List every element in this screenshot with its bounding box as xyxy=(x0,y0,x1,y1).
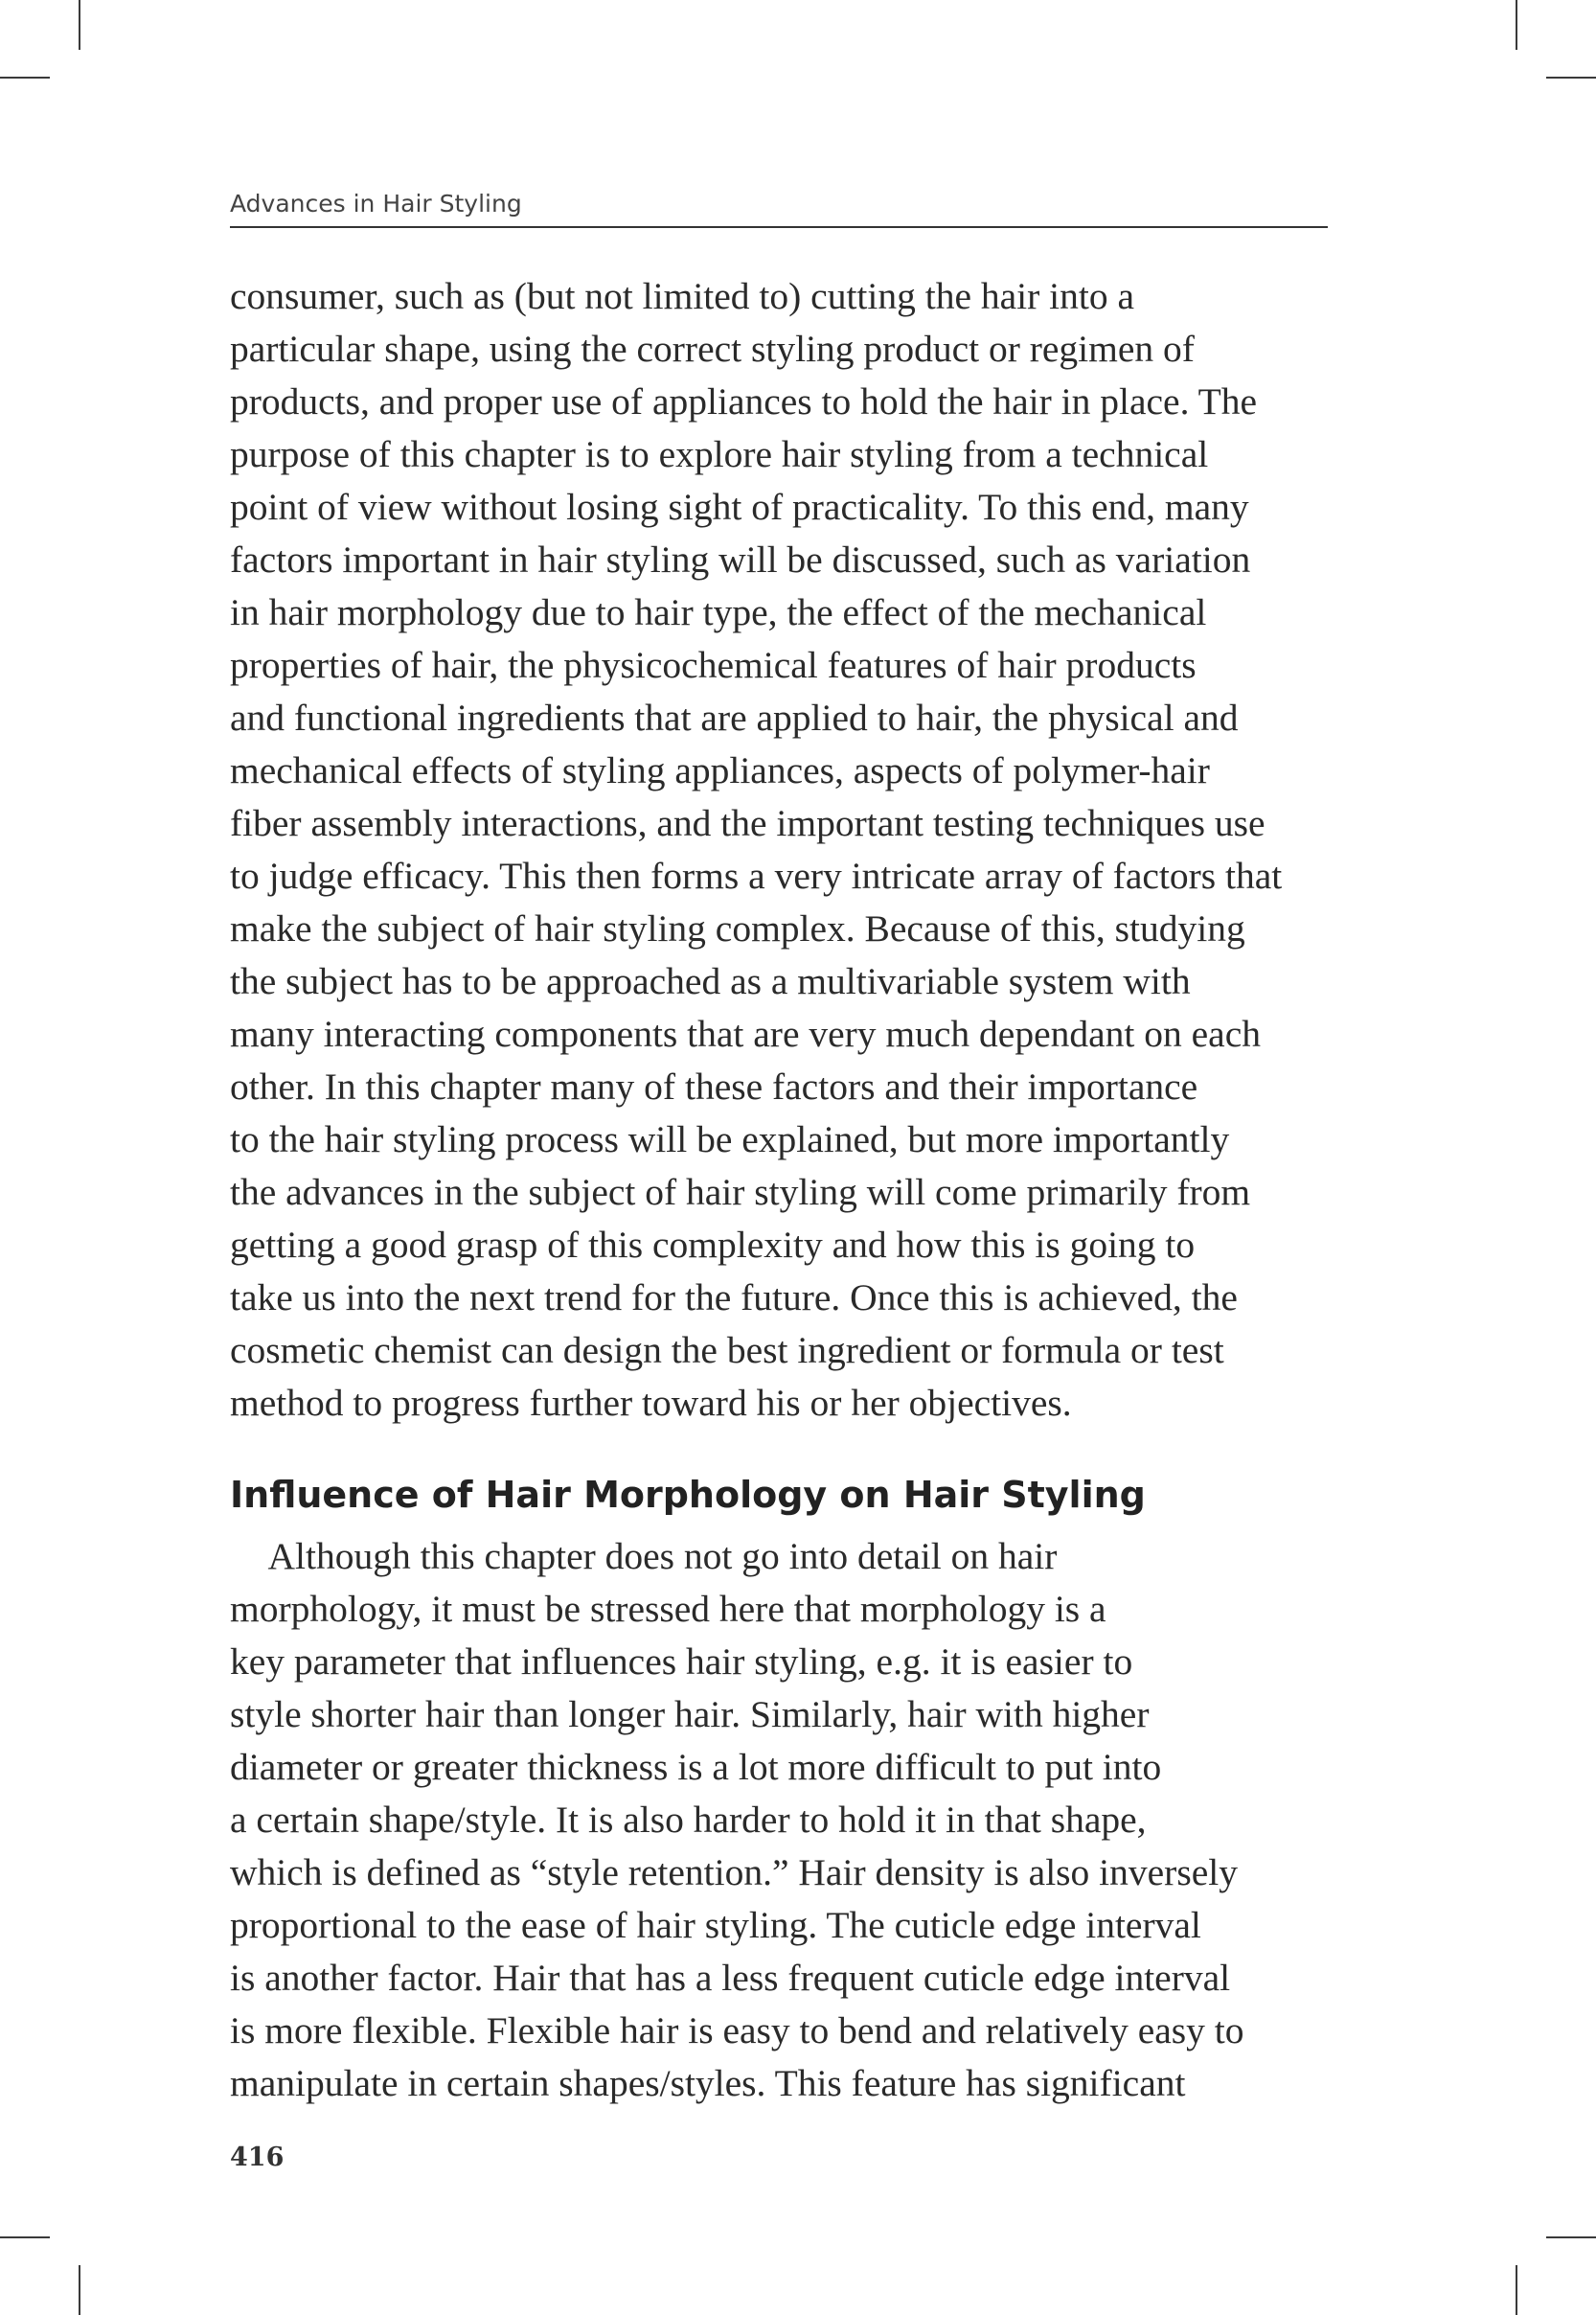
text-line: and functional ingredients that are applied to hair, the physical and xyxy=(230,697,1239,739)
text-line: diameter or greater thickness is a lot more difficult to put into xyxy=(230,1746,1162,1788)
text-line: which is defined as “style retention.” Hair density is also inversely xyxy=(230,1851,1238,1893)
text-line: take us into the next trend for the future. Once this is achieved, the xyxy=(230,1276,1238,1318)
text-line: method to progress further toward his or her objectives. xyxy=(230,1382,1072,1424)
crop-mark-bottom-left-horizontal xyxy=(0,2236,50,2238)
crop-mark-top-right-vertical xyxy=(1516,0,1517,50)
text-line: is another factor. Hair that has a less frequent cuticle edge interval xyxy=(230,1957,1231,1999)
text-line: point of view without losing sight of practicality. To this end, many xyxy=(230,486,1249,528)
text-line: mechanical effects of styling appliances, aspects of polymer-hair xyxy=(230,749,1210,791)
text-line: manipulate in certain shapes/styles. This feature has significant xyxy=(230,2062,1186,2104)
crop-mark-top-left-vertical xyxy=(79,0,80,50)
text-line: fiber assembly interactions, and the important testing techniques use xyxy=(230,802,1265,844)
text-line: to judge efficacy. This then forms a very intricate array of factors that xyxy=(230,855,1283,897)
text-line: particular shape, using the correct styling product or regimen of xyxy=(230,328,1195,370)
text-line: key parameter that influences hair styling, e.g. it is easier to xyxy=(230,1640,1133,1683)
body-paragraph-1 xyxy=(230,270,1341,1430)
text-line: the subject has to be approached as a multivariable system with xyxy=(230,960,1191,1002)
header-rule xyxy=(230,226,1328,228)
text-line: is more flexible. Flexible hair is easy to bend and relatively easy to xyxy=(230,2009,1244,2051)
text-line: consumer, such as (but not limited to) cutting the hair into a xyxy=(230,275,1135,317)
running-head: Advances in Hair Styling xyxy=(230,190,522,218)
crop-mark-top-left-horizontal xyxy=(0,77,50,79)
text-line: make the subject of hair styling complex. Because of this, studying xyxy=(230,907,1245,950)
crop-mark-bottom-right-vertical xyxy=(1516,2265,1517,2315)
text-line: in hair morphology due to hair type, the effect of the mechanical xyxy=(230,591,1207,633)
text-line: properties of hair, the physicochemical features of hair products xyxy=(230,644,1197,686)
crop-mark-bottom-left-vertical xyxy=(79,2265,80,2315)
text-line: Although this chapter does not go into detail on hair xyxy=(230,1535,1058,1577)
text-line: factors important in hair styling will be discussed, such as variation xyxy=(230,539,1251,581)
text-line: morphology, it must be stressed here that morphology is a xyxy=(230,1588,1106,1630)
text-line: cosmetic chemist can design the best ingredient or formula or test xyxy=(230,1329,1224,1371)
text-line: getting a good grasp of this complexity and how this is going to xyxy=(230,1224,1196,1266)
text-line: proportional to the ease of hair styling. The cuticle edge interval xyxy=(230,1904,1201,1946)
text-line: to the hair styling process will be explained, but more importantly xyxy=(230,1118,1230,1160)
crop-mark-top-right-horizontal xyxy=(1546,77,1596,79)
text-line: the advances in the subject of hair styling will come primarily from xyxy=(230,1171,1251,1213)
text-line: products, and proper use of appliances to hold the hair in place. The xyxy=(230,380,1258,423)
text-line: purpose of this chapter is to explore hair styling from a technical xyxy=(230,433,1209,475)
section-heading: Influence of Hair Morphology on Hair Styling xyxy=(230,1474,1146,1516)
text-line: other. In this chapter many of these factors and their importance xyxy=(230,1066,1198,1108)
page-number: 416 xyxy=(230,2143,285,2172)
text-line: many interacting components that are very much dependant on each xyxy=(230,1013,1261,1055)
crop-mark-bottom-right-horizontal xyxy=(1546,2236,1596,2238)
body-paragraph-2 xyxy=(230,1530,1341,2110)
text-line: style shorter hair than longer hair. Similarly, hair with higher xyxy=(230,1693,1150,1735)
text-line: a certain shape/style. It is also harder to hold it in that shape, xyxy=(230,1799,1147,1841)
